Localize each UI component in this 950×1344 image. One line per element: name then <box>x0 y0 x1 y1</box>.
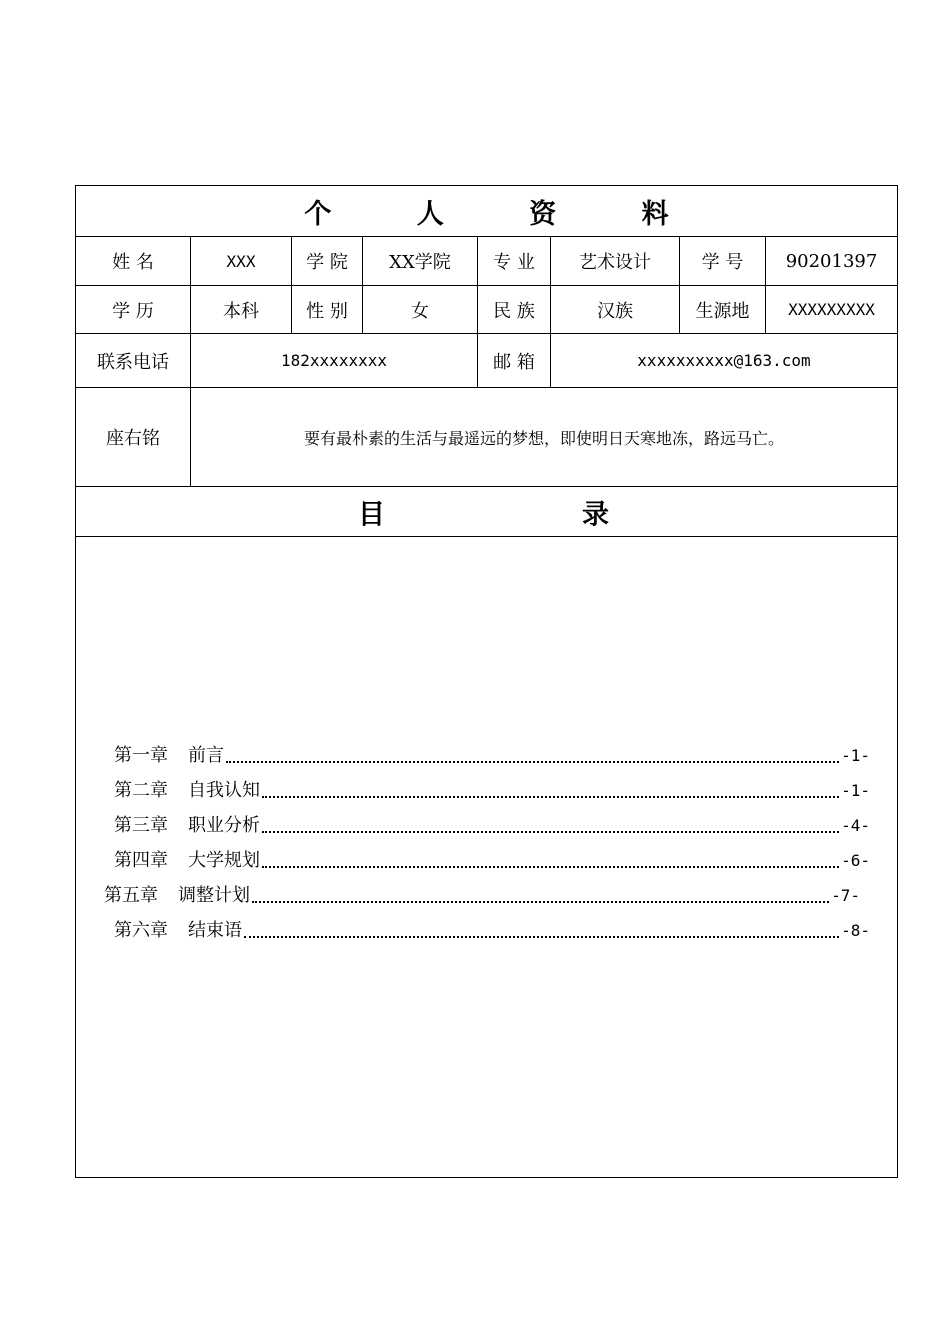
email-label: 邮 箱 <box>478 334 551 388</box>
toc-name: 自我认知 <box>188 780 260 801</box>
major-value: 艺术设计 <box>551 237 680 286</box>
origin-label: 生源地 <box>680 286 766 334</box>
toc-name: 大学规划 <box>188 850 260 871</box>
toc-title-right: 录 <box>582 499 609 530</box>
toc-page: -1- <box>841 746 870 765</box>
toc-item[interactable] <box>114 744 870 768</box>
gender-label: 性 别 <box>292 286 363 334</box>
phone-label: 联系电话 <box>76 334 191 388</box>
toc-title-left: 目 <box>358 499 385 530</box>
education-value: 本科 <box>191 286 292 334</box>
college-value: XX学院 <box>363 237 478 286</box>
toc-chapter: 第六章 <box>114 920 168 941</box>
toc-leader <box>262 831 839 833</box>
toc-chapter: 第二章 <box>114 780 168 801</box>
origin-value: XXXXXXXXX <box>766 286 897 334</box>
toc-page: -1- <box>841 781 870 800</box>
toc-name: 结束语 <box>188 920 242 941</box>
toc-leader <box>244 936 839 938</box>
toc-page: -6- <box>841 851 870 870</box>
toc-item[interactable] <box>114 919 870 943</box>
toc-page: -4- <box>841 816 870 835</box>
name-value: XXX <box>191 237 292 286</box>
toc-item[interactable] <box>114 779 870 803</box>
toc-name: 调整计划 <box>178 885 250 906</box>
ethnicity-value: 汉族 <box>551 286 680 334</box>
ethnicity-label: 民 族 <box>478 286 551 334</box>
education-label: 学 历 <box>76 286 191 334</box>
toc-title <box>76 487 897 537</box>
name-label: 姓 名 <box>76 237 191 286</box>
toc-leader <box>262 796 839 798</box>
toc-name: 前言 <box>188 745 224 766</box>
toc-item[interactable] <box>104 884 860 908</box>
gender-value: 女 <box>363 286 478 334</box>
phone-value: 182xxxxxxxx <box>191 334 478 388</box>
toc-leader <box>252 901 829 903</box>
toc-page: -8- <box>841 921 870 940</box>
toc-chapter: 第四章 <box>114 850 168 871</box>
resume-form <box>75 185 898 1178</box>
email-value: xxxxxxxxxx@163.com <box>551 334 897 388</box>
profile-title: 个 人 资 料 <box>76 186 897 237</box>
toc-item[interactable] <box>114 814 870 838</box>
motto-value: 要有最朴素的生活与最遥远的梦想，即使明日天寒地冻，路远马亡。 <box>191 388 897 487</box>
major-label: 专 业 <box>478 237 551 286</box>
student-id-label: 学 号 <box>680 237 766 286</box>
toc-leader <box>226 761 839 763</box>
student-id-value: 90201397 <box>766 237 897 286</box>
toc-item[interactable] <box>114 849 870 873</box>
motto-label: 座右铭 <box>76 388 191 487</box>
toc-chapter: 第一章 <box>114 745 168 766</box>
toc-chapter: 第五章 <box>104 885 158 906</box>
toc-chapter: 第三章 <box>114 815 168 836</box>
toc-leader <box>262 866 839 868</box>
table-of-contents <box>76 537 897 1177</box>
toc-page: -7- <box>831 886 860 905</box>
college-label: 学 院 <box>292 237 363 286</box>
toc-name: 职业分析 <box>188 815 260 836</box>
